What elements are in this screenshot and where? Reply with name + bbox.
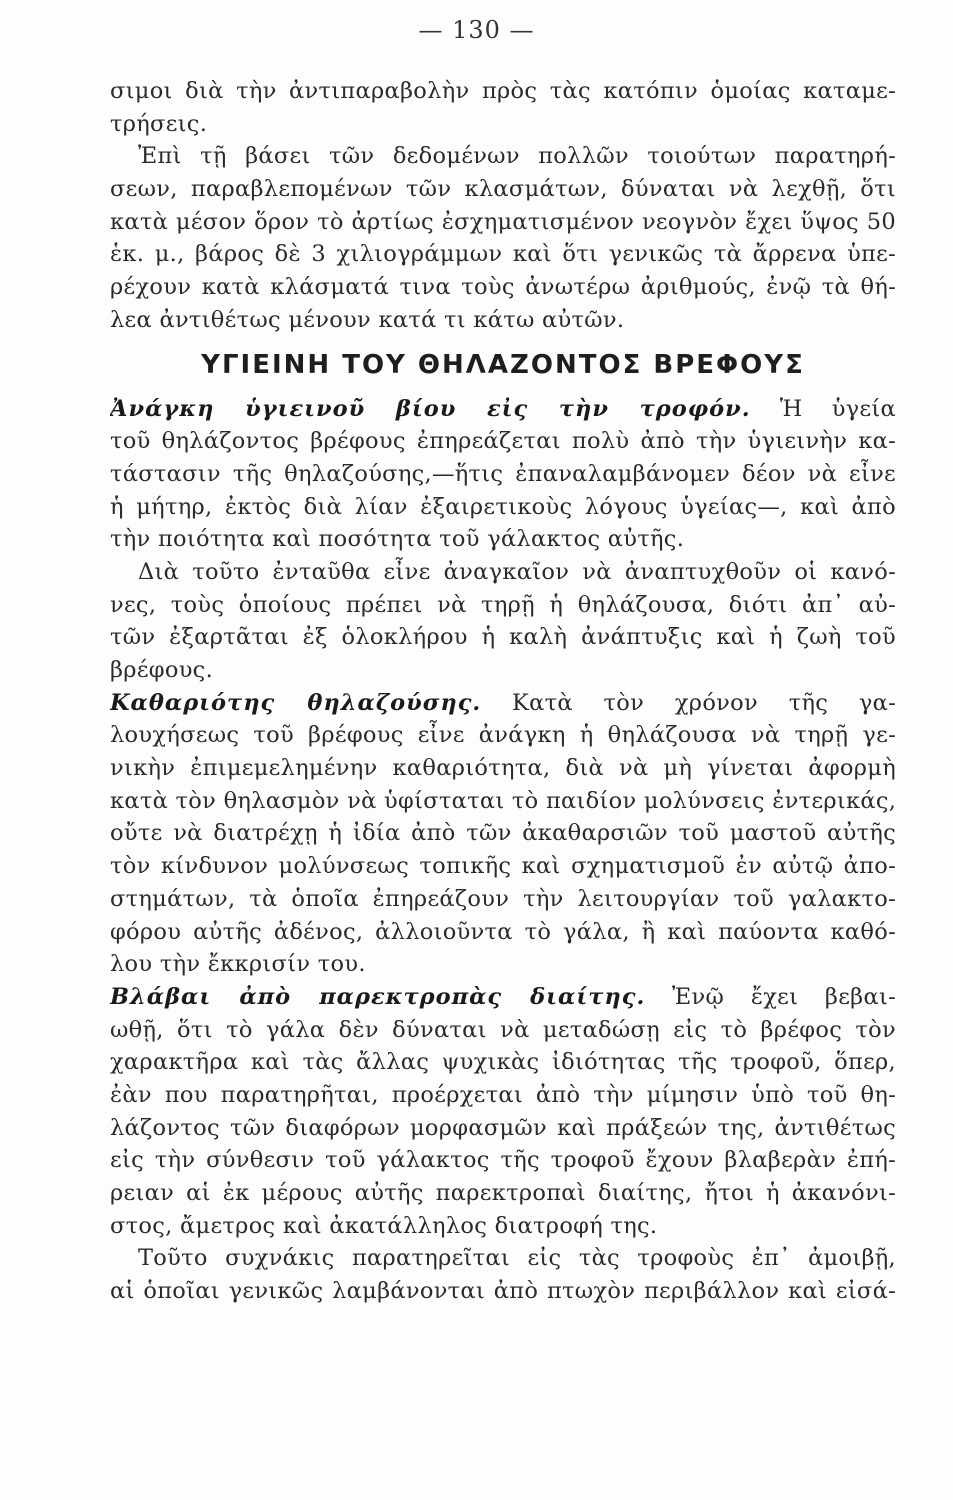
text-line: χαρακτῆρα καὶ τὰς ἄλλας ψυχικὰς ἰδιότητας τῆς τροφοῦ, ὅπερ, [110,1049,896,1076]
text-line: λεα ἀντιθέτως μένουν κατά τι κάτω αὐτῶν. [110,306,625,333]
text-line: αἱ ὁποῖαι γενικῶς λαμβάνονται ἀπὸ πτωχὸν περιβάλλον καὶ εἰσά- [110,1278,896,1305]
text-line: τὴν ποιότητα καὶ ποσότητα τοῦ γάλακτος αὐτῆς. [110,526,685,553]
text-line: τάστασιν τῆς θηλαζούσης,—ἥτις ἐπαναλαμβάνομεν δέον νὰ εἶνε [110,460,896,487]
text-line: νικὴν ἐπιμεμελημένην καθαριότητα, διὰ νὰ μὴ γίνεται ἀφορμὴ [110,755,896,782]
text-line: ρειαν αἱ ἐκ μέρους αὐτῆς παρεκτροπαὶ διαίτης, ἤτοι ἡ ἀκανόνι- [110,1180,896,1206]
page-body [110,75,896,1308]
text-line: στος, ἄμετρος καὶ ἀκατάλληλος διατροφή της. [110,1212,658,1239]
text-line: φόρου αὐτῆς ἀδένος, ἀλλοιοῦντα τὸ γάλα, ἢ καὶ παύοντα καθό- [110,918,896,945]
text-line: Διὰ τοῦτο ἐνταῦθα εἶνε ἀναγκαῖον νὰ ἀναπτυχθοῦν οἱ κανό- [138,558,896,585]
text-line: λου τὴν ἔκκρισίν του. [110,951,366,978]
text-line: Τοῦτο συχνάκις παρατηρεῖται εἰς τὰς τροφοὺς ἐπ᾽ ἀμοιβῇ, [138,1245,896,1272]
lead-line-rest: Κατὰ τὸν χρόνον τῆς γα- [511,689,896,716]
text-line: Ἐπὶ τῇ βάσει τῶν δεδομένων πολλῶν τοιούτων παρατηρή- [138,143,896,170]
section-heading: ΥΓΙΕΙΝΗ ΤΟΥ ΘΗΛΑΖΟΝΤΟΣ ΒΡΕΦΟΥΣ [201,349,805,380]
text-line: λουχήσεως τοῦ βρέφους εἶνε ἀνάγκη ἡ θηλάζουσα νὰ τηρῇ γε- [110,722,896,749]
subheading-lead: Ἀνάγκη ὑγιεινοῦ βίου εἰς τὴν τροφόν. [110,395,751,422]
text-line: σεων, παραβλεπομένων τῶν κλασμάτων, δύναται νὰ λεχθῇ, ὅτι [110,176,896,203]
page-number: — 130 — [418,16,535,44]
text-line: τοῦ θηλάζοντος βρέφους ἐπηρεάζεται πολὺ ἀπὸ τὴν ὑγιεινὴν κα- [110,428,896,455]
text-line [110,393,896,426]
text-line: στημάτων, τὰ ὁποῖα ἐπηρεάζουν τὴν λειτουργίαν τοῦ γαλακτο- [110,885,896,912]
subheading-lead: Καθαριότης θηλαζούσης. [110,689,482,716]
text-line: ἐὰν που παρατηρῆται, προέρχεται ἀπὸ τὴν μίμησιν ὑπὸ τοῦ θη- [110,1081,896,1108]
text-line: εἰς τὴν σύνθεσιν τοῦ γάλακτος τῆς τροφοῦ ἔχουν βλαβερὰν ἐπή- [110,1147,896,1174]
lead-line-rest: Ἡ ὑγεία [779,395,896,422]
text-line: ωθῇ, ὅτι τὸ γάλα δὲν δύναται νὰ μεταδώσῃ εἰς τὸ βρέφος τὸν [110,1016,896,1043]
text-line [110,687,896,720]
text-line: κατὰ τὸν θηλασμὸν νὰ ὑφίσταται τὸ παιδίον μολύνσεις ἐντερικάς, [110,787,896,814]
text-line: τῶν ἐξαρτᾶται ἐξ ὁλοκλήρου ἡ καλὴ ἀνάπτυξις καὶ ἡ ζωὴ τοῦ [110,624,896,651]
text-line: νες, τοὺς ὁποίους πρέπει νὰ τηρῇ ἡ θηλάζουσα, διότι ἀπ᾽ αὐ- [110,591,896,618]
text-line: λάζοντος τῶν διαφόρων μορφασμῶν καὶ πράξεών της, ἀντιθέτως [110,1114,896,1141]
text-line: ἡ μήτηρ, ἐκτὸς διὰ λίαν ἐξαιρετικοὺς λόγους ὑγείας—, καὶ ἀπὸ [110,493,896,520]
text-line: τρήσεις. [110,110,208,137]
text-line: οὔτε νὰ διατρέχῃ ἡ ἰδία ἀπὸ τῶν ἀκαθαρσιῶν τοῦ μαστοῦ αὐτῆς [110,820,896,847]
text-line: κατὰ μέσον ὅρον τὸ ἀρτίως ἐσχηματισμένον νεογνὸν ἔχει ὕψος 50 [110,208,896,235]
text-line: σιμοι διὰ τὴν ἀντιπαραβολὴν πρὸς τὰς κατόπιν ὁμοίας καταμε- [110,78,896,104]
lead-line-rest: Ἐνῷ ἔχει βεβαι- [672,983,896,1010]
text-line: ρέχουν κατὰ κλάσματά τινα τοὺς ἀνωτέρω ἀριθμούς, ἐνῷ τὰ θή- [110,274,896,301]
text-line: ἑκ. μ., βάρος δὲ 3 χιλιογράμμων καὶ ὅτι γενικῶς τὰ ἄρρενα ὑπε- [110,241,896,268]
subheading-lead: Βλάβαι ἀπὸ παρεκτροπὰς διαίτης. [110,983,646,1010]
text-line: βρέφους. [110,657,214,683]
text-line [110,981,896,1014]
text-line: τὸν κίνδυνον μολύνσεως τοπικῆς καὶ σχηματισμοῦ ἐν αὐτῷ ἀπο- [110,853,896,880]
